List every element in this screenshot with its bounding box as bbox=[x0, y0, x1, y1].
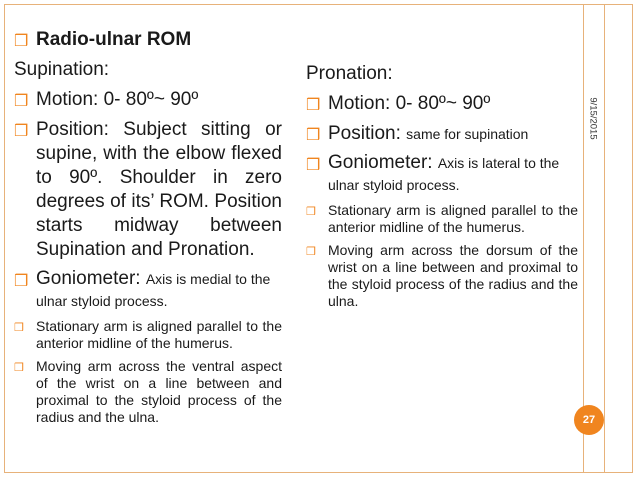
pronation-motion-row bbox=[306, 92, 578, 116]
position-text: same for supination bbox=[406, 126, 529, 142]
position-label: Position: bbox=[36, 119, 109, 140]
supination-motion: Motion: 0- 80º~ 90º bbox=[36, 89, 199, 110]
supination-position bbox=[36, 118, 282, 262]
pronation-motion: Motion: 0- 80º~ 90º bbox=[328, 93, 491, 114]
pronation-position-row bbox=[306, 122, 578, 146]
bullet-icon: ❒ bbox=[306, 206, 316, 218]
pronation-goniometer-row bbox=[306, 152, 578, 196]
supination-position-row bbox=[14, 118, 282, 262]
position-text: Subject sitting or supine, with the elbow flexed to 90º. Shoulder in zero degrees of its’ ROM. Position starts midway between Supination and Pronation. bbox=[36, 119, 282, 260]
goniometer-label: Goniometer: bbox=[36, 268, 141, 289]
slide-title: Radio-ulnar ROM bbox=[36, 29, 192, 50]
left-column bbox=[14, 28, 282, 426]
supination-goniometer bbox=[36, 268, 282, 312]
bullet-icon: ❒ bbox=[14, 33, 29, 50]
bullet-icon: ❒ bbox=[306, 97, 321, 114]
pronation-position bbox=[328, 122, 578, 146]
goniometer-text: Axis is lateral to the ulnar styloid process. bbox=[328, 155, 560, 193]
supination-stationary: Stationary arm is aligned parallel to the anterior midline of the humerus. bbox=[36, 318, 282, 351]
slide-date: 9/15/2015 bbox=[587, 97, 599, 140]
supination-heading: Supination: bbox=[14, 59, 110, 80]
goniometer-label: Goniometer: bbox=[328, 152, 433, 173]
right-divider-line bbox=[583, 4, 584, 473]
bullet-icon: ❒ bbox=[306, 157, 321, 174]
pronation-goniometer bbox=[328, 152, 578, 196]
supination-moving: Moving arm across the ventral aspect of the wrist on a line between and proximal to the styloid process of the radius and the ulna. bbox=[36, 358, 282, 425]
supination-motion-row bbox=[14, 88, 282, 112]
right-divider-line-2 bbox=[604, 4, 605, 473]
pronation-heading: Pronation: bbox=[306, 63, 393, 84]
pronation-moving: Moving arm across the dorsum of the wrist on a line between and proximal to the styloid process of the radius and the ulna. bbox=[328, 242, 578, 309]
position-label: Position: bbox=[328, 123, 401, 144]
pronation-moving-row bbox=[306, 242, 578, 310]
title-row bbox=[14, 28, 282, 52]
bullet-icon: ❒ bbox=[14, 123, 29, 140]
goniometer-text: Axis is medial to the ulnar styloid process. bbox=[36, 271, 271, 309]
bullet-icon: ❒ bbox=[306, 246, 316, 258]
bullet-icon: ❒ bbox=[14, 273, 29, 290]
bullet-icon: ❒ bbox=[14, 322, 24, 334]
supination-stationary-row bbox=[14, 318, 282, 352]
right-column bbox=[306, 62, 578, 310]
bullet-icon: ❒ bbox=[14, 93, 29, 110]
pronation-stationary: Stationary arm is aligned parallel to the anterior midline of the humerus. bbox=[328, 202, 578, 235]
supination-moving-row bbox=[14, 358, 282, 426]
bullet-icon: ❒ bbox=[14, 362, 24, 374]
page-number-badge: 27 bbox=[574, 405, 604, 435]
bullet-icon: ❒ bbox=[306, 127, 321, 144]
supination-goniometer-row bbox=[14, 268, 282, 312]
pronation-stationary-row bbox=[306, 202, 578, 236]
